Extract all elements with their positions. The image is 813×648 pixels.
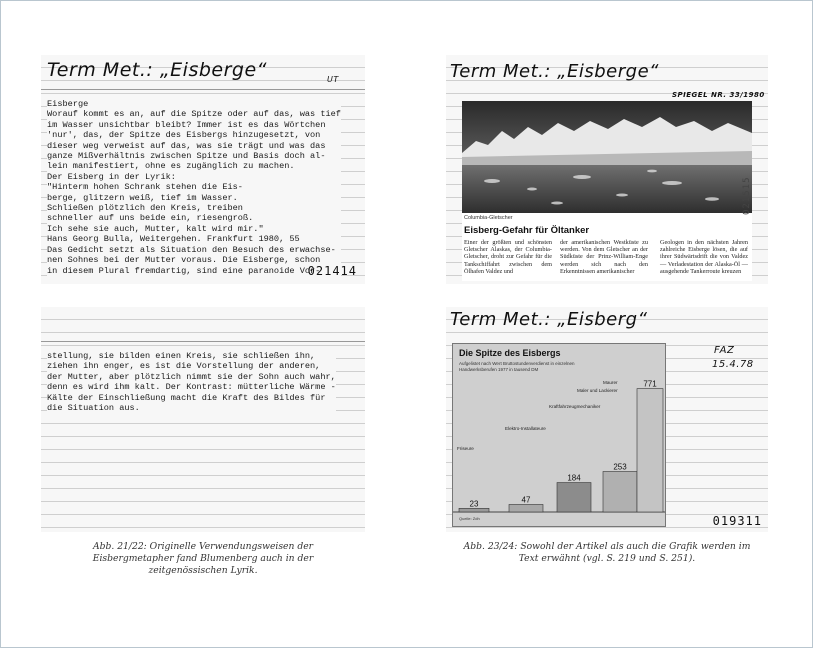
chart-category-label-0: Friseure: [457, 446, 474, 451]
typed-line: lein manifestiert, ohne es zugänglich zu machen.: [47, 161, 295, 172]
typed-line: "Hinterm hohen Schrank stehen die Eis-: [47, 182, 243, 193]
chart-category-label-3: Maler und Lackierer: [577, 388, 618, 393]
newspaper-source: FAZ: [714, 345, 735, 356]
card-handwriting: Term Met.: „Eisberg“: [450, 309, 648, 330]
newspaper-source: SPIEGEL NR. 33/1980: [672, 91, 765, 99]
chart-title: Die Spitze des Eisbergs: [459, 348, 561, 358]
typed-line: ganze Mißverhältnis zwischen Spitze und Basis doch al-: [47, 151, 326, 162]
chart-bar-0: [459, 508, 489, 512]
typed-line: Schließen plötzlich den Kreis, treiben: [47, 203, 243, 214]
archive-card-2: [41, 307, 365, 532]
card-header-rule: [41, 89, 365, 90]
article-headline: Eisberg-Gefahr für Öltanker: [464, 225, 590, 236]
card-handwriting: Term Met.: „Eisberge“: [47, 59, 268, 81]
chart-bar-3: [603, 472, 637, 512]
article-column-2: der amerikanischen Westküste zu werden. Von dem Gletscher an der Südküste der Prinz-William-Enge werden sich nach den Erkenntnissen amerikanischer: [560, 239, 648, 275]
chart-value-label-0: 23: [469, 499, 479, 509]
chart-category-label-2: Kraftfahrzeugmechaniker: [549, 404, 601, 409]
typed-line: dieser weg verweist auf das, was sie trägt und was das: [47, 140, 326, 151]
chart-value-label-1: 47: [521, 495, 531, 505]
card-header-rule: [41, 341, 365, 342]
caption-right: Abb. 23/24: Sowohl der Artikel als auch die Grafik werden im Text erwähnt (vgl. S. 219 und S. 251).: [463, 541, 751, 564]
chart-value-label-4: 771: [643, 379, 657, 389]
typed-line: Worauf kommt es an, auf die Spitze oder auf das, was tief: [47, 109, 341, 120]
card-typed-text: [47, 99, 341, 276]
card-handwriting: Term Met.: „Eisberge“: [450, 61, 659, 82]
typed-line: schneller auf uns beide ein, riesengroß.: [47, 213, 254, 224]
glacier-photo: [462, 101, 752, 213]
chart-category-label-4: Maurer: [603, 380, 618, 385]
article-column-1: Einer der größten und schönsten Gletscher Alaskas, der Columbia-Gletscher, droht zur Gefahr für die Tankschiffahrt zwischen dem Ölhafen Valdez und: [464, 239, 552, 275]
archive-card-1: [41, 55, 365, 284]
chart-category-label-1: Elektro-Installateure: [505, 426, 546, 431]
archive-card-4: [446, 307, 768, 532]
chart-value-label-2: 184: [567, 473, 581, 483]
vertical-card-number: 021515: [742, 176, 752, 215]
chart-panel: [452, 343, 666, 527]
typed-line: nen Sohnes bei der Mutter voraus. Die Eisberge, schon: [47, 255, 321, 266]
chart-bar-1: [509, 504, 543, 512]
typed-line: in diesem Plural fremdartig, sind eine paranoide Vor-: [47, 265, 321, 276]
typed-line: denn es wird ihm kalt. Der Kontrast: mütterliche Wärme -: [47, 382, 336, 393]
card-number: 019311: [712, 514, 762, 528]
chart-subtitle: Aufgelistet nach Wert Bruttostundenverdienst in einzelnen Handwerksberufen 1977 in tausend DM: [459, 361, 575, 372]
typed-line: Kälte der Einschließung macht die Kraft des Bildes für: [47, 392, 326, 403]
chart-bar-2: [557, 483, 591, 512]
chart-value-label-3: 253: [613, 462, 627, 472]
typed-line: die Situation aus.: [47, 403, 140, 414]
typed-line: 'nur', das, der Spitze des Eisbergs hinzugesetzt, von: [47, 130, 321, 141]
archive-card-3: [446, 55, 768, 284]
typed-line: Hans Georg Bulla, Weitergehen. Frankfurt 1980, 55: [47, 234, 300, 245]
typed-line: berge, glitzern weiß, tief im Wasser.: [47, 192, 238, 203]
typed-line: Eisberge: [47, 99, 89, 109]
typed-line: Der Eisberg in der Lyrik:: [47, 171, 176, 182]
typed-line: im Wasser unsichtbar bleibt? Immer ist es das Wörtchen: [47, 119, 326, 130]
card-typed-text: [47, 351, 336, 413]
typed-line: der Mutter, aber plötzlich nimmt sie der Sohn auch wahr,: [47, 371, 336, 382]
photo-caption: Columbia-Gletscher: [464, 215, 513, 221]
typed-line: stellung, sie bilden einen Kreis, sie schließen ihn,: [47, 351, 316, 361]
typed-line: ziehen ihn enger, es ist die Vorstellung der anderen,: [47, 361, 321, 372]
bar-chart: [453, 344, 665, 526]
chart-bar-4: [637, 389, 663, 512]
typed-line: Ich sehe sie auch, Mutter, kalt wird mir.": [47, 223, 264, 234]
card-number: 021414: [307, 264, 357, 278]
typed-line: Das Gedicht setzt als Situation den Besuch des erwachse-: [47, 244, 336, 255]
article-column-3: Geologen in den nächsten Jahren zahlreiche Eisberge lösen, die auf ihrer Südwärtsdrift die von Valdez — Verladestation der Alaska-Öl — ausgehende Tankerroute kreuzen: [660, 239, 748, 275]
chart-footer: Quelle: Zdh: [459, 516, 480, 521]
card-initials: UT: [327, 75, 339, 84]
caption-left: Abb. 21/22: Originelle Verwendungsweisen der Eisbergmetapher fand Blumenberg auch in der zeitgenössischen Lyrik.: [92, 541, 314, 576]
newspaper-date: 15.4.78: [712, 359, 754, 370]
newspaper-clipping: [462, 101, 752, 281]
